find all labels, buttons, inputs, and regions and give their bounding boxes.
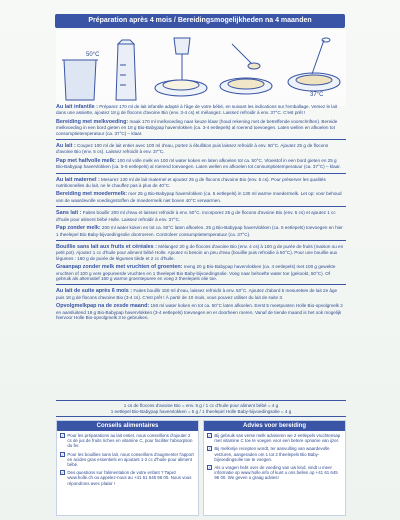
section-title: Au lait infantile : <box>56 104 98 110</box>
section-title: Au lait maternel : <box>56 176 100 183</box>
section-text: 200 ml water koken en tot ca. 50°C laten afkoelen. 25 g Bio-Babypap havervlokken (ca. 5 eetlepels) toevoegen en hier 1 theelepel Bio Baby-bijvoedingsolie doorroeren. Controleer consumptietemperatuur (ca. 37°C). <box>56 225 343 237</box>
section-title: Sans lait : <box>56 210 82 217</box>
advice-text: Bij gebruik van verse melk adviseren we 2 eetlepels vruchtensap met vitamine C toe te voegen voor een betere opname van ijzer. <box>214 433 341 444</box>
measuring-jug-icon <box>116 40 136 100</box>
section-breast-milk <box>56 177 346 189</box>
section-follow-on <box>56 288 346 300</box>
section-moedermelk <box>56 191 346 203</box>
advice-text: Des questions sur l'alimentation de votre enfant ? Tapez www.holle.ch ou appelez-nous au +41 61 645 96 00. Nous vous répondrons avec plaisir ! <box>67 470 192 486</box>
illustration-svg <box>56 30 346 106</box>
divider <box>56 139 346 140</box>
dosage-line-nl: 1 eetlepel Bio-Babypap havervlokken = 5 g / 1 theelepel Holle Baby-bijvoedingsolie = 4 g <box>110 408 292 414</box>
section-infant-milk <box>56 104 346 116</box>
check-icon: ✓ <box>61 470 65 476</box>
advice-text: Pour les bouillies sans lait, nous conseillons d'augmenter l'apport en acides gras essentiels en ajoutant 1-2 cc d'huile pour aliment bébé. <box>67 451 194 468</box>
section-title: Pap zonder melk: <box>56 225 101 232</box>
section-text: Mélangez 20 g de flocons d'avoine Bio (env. 4 cs) à 100 g de purée de fruits (maison ou en petit pot). Ajoutez 1 cc d'huile pour aliment bébé Holle. Ajoutez si besoin un peu d'eau (bouillie puis refroidie à 50°C). Pour une bouillie aux légumes : 160 g de purée de légumes tiède et 2 cc d'huile. <box>56 243 344 261</box>
section-text: Mesurez 130 ml de lait maternel et ajoutez 25 g de flocons d'avoine Bio (env. 5 cs). Pour préserver les qualités nutritionnelles du lait, ne le chauffez pas à plus de 40°C. <box>56 176 326 189</box>
advice-item <box>60 452 195 468</box>
section-fruit-cereal <box>56 244 346 261</box>
section-melkvoeding <box>56 119 346 136</box>
advice-text: Bij melkvrije recepten wordt, ter aanvulling van waardevolle vetzuren, aangeraden om 1 tot 2 theelepels Bio Baby-bijvoedingsolie toe te voegen. <box>214 446 330 462</box>
section-text: Faites bouillir 150 ml d'eau, laissez refroidir à env. 50°C. Ajoutez d'abord 5 mesurettes de lait 2e âge puis 18 g de flocons d'avoine Bio (3-4 cs). C'est prêt ! À partir de 10 mois, vous pouvez utiliser du lait de suite 3. <box>56 288 338 300</box>
section-title: Au lait de suite après 6 mois : <box>56 288 133 295</box>
check-icon: ✓ <box>208 465 212 471</box>
section-title: Opvolgmelkpap na de zesde maand: <box>56 303 150 310</box>
dosage-note <box>56 400 346 417</box>
section-text: meng 20 g Bio-Babypap havervlokken (ca. 4 eetlepels) met 100 g gewekte vruchten of 100 g vers gepureerde vruchten en 1 theelepel Bio Baby-bijvoedingsolie. Voeg naar behoefte water toe (gekookt, 50°C). Of gebruik als alternatief 160 g warme groentepuree en voeg 2 theelepels olie toe. <box>56 264 336 281</box>
advice-item <box>60 470 195 486</box>
section-title: Pap met halfvolle melk: <box>56 157 116 164</box>
section-no-milk <box>56 210 346 222</box>
temp-label-right: 37°C <box>310 92 324 98</box>
advice-boxes <box>56 420 346 516</box>
section-text: Préparez 170 ml de lait infantile adapté à l'âge de votre bébé, en suivant les indications sur l'emballage. Versez le lait dans une assiette, ajoutez 18 g de flocons d'avoine Bio (env. 3-4 cs) et mélangez. Laissez refroidir à env. 37°C. C'est prêt ! <box>56 104 338 116</box>
check-icon: ✓ <box>208 446 212 452</box>
section-title: Bereiding met moedermelk: <box>56 191 127 198</box>
check-icon: ✓ <box>208 433 212 438</box>
advice-text: Pour les préparations au lait entier, nous conseillons d'ajouter 2 cs de jus de fruits riches en vitamine C, pour faciliter l'absorption du fer. <box>67 433 193 449</box>
check-icon: ✓ <box>61 433 65 438</box>
section-title: Bouillie sans lait aux fruits et céréales : <box>56 243 157 250</box>
section-title: Graanpap zonder melk met vruchten of groenten: <box>56 264 183 271</box>
divider <box>56 240 346 241</box>
section-halfvolle <box>56 158 346 170</box>
pot-icon <box>62 60 98 100</box>
section-text: maak 170 ml melkvoeding naar keuze klaar (houd rekening met de betreffende voorschriften). Bereide melkvoeding in een bord gieten en 18 g Bio-Babypap havervlokken (ca. 3-4 eetlepels) al roerend toevoegen. Laten wellen en afkoelen tot consumptietemperatuur (ca. 37°C) – klaar. <box>56 118 338 136</box>
check-icon: ✓ <box>61 451 65 457</box>
advice-text: Als u vragen hebt over de voeding van uw kind, vindt u meer informatie op www.holle.info of kunt u ons bellen op +41 61 645 96 00. We geven u graag advies! <box>214 465 338 481</box>
advice-title: Advies voor bereiding <box>204 421 345 431</box>
divider <box>56 284 346 285</box>
section-graanpap <box>56 264 346 281</box>
temp-label-left: 50°C <box>86 52 100 58</box>
advice-item <box>207 465 342 481</box>
dosage-line-fr: 1 cs de flocons d'avoine Bio = env. 5 g / 1 cc d'huile pour aliment bébé = 4 g <box>123 403 279 408</box>
section-title: Bereiding met melkvoeding: <box>56 118 129 125</box>
instructions <box>56 104 346 323</box>
advice-item <box>207 433 342 443</box>
advice-box-fr <box>56 420 199 516</box>
section-milk <box>56 143 346 155</box>
section-zonder-melk <box>56 225 346 237</box>
advice-list <box>57 431 198 491</box>
advice-title: Conseils alimentaires <box>57 421 198 431</box>
advice-item <box>60 433 195 449</box>
advice-list <box>204 431 345 486</box>
section-opvolgmelk <box>56 303 346 320</box>
section-text: Faites bouillir 200 ml d'eau et laissez refroidir à env. 50°C. Incorporez 25 g de flocons d'avoine Bio (env. 5 cs) et ajoutez 1 cc d'huile pour aliment bébé Holle. Laissez refroidir à env. 37°C. <box>56 210 336 222</box>
section-title: Au lait : <box>56 143 76 150</box>
section-text: Coupez 100 ml de lait entier avec 100 ml d'eau, portez à ébullition puis laissez refroidir à env. 50°C. Ajoutez 25 g de flocons d'avoine Bio (env. 5 cs). Laissez refroidir à env. 37°C. <box>56 143 329 155</box>
divider <box>56 206 346 207</box>
section-text: 100 ml volle melk en 100 ml water koken en laten afkoelen tot ca. 50°C. Vloeistof in een bord gieten en 25 g Bio-Babypap havervlokken (ca. 5-6 eetlepels) al roerend toevoegen. Laten wellen en afkoelen tot consumptietemperatuur (ca. 37°C) – klaar. <box>56 157 341 170</box>
section-text: roer 25 g Bio-Babypap havervlokken (ca. 5 eetlepels) in 130 ml warme moedermelk. Let op: voor behoud van de waardevolle voedingsstoffen de moedermelk niet boven 40°C verwarmen. <box>56 191 342 203</box>
advice-box-nl <box>203 420 346 516</box>
preparation-illustration <box>56 30 346 106</box>
preparation-header: Préparation après 4 mois / Bereidingsmogelijkheden na 4 maanden <box>55 14 345 28</box>
section-text: 150 ml water koken en tot ca. 50°C laten afkoelen. Eerst 5 meetpunten Holle Bio-opvolgmelk 2 en aansluitend 18 g Bio-Babypap havervlokken (3-4 eetlepels) toevoegen en er doorheen roeren. Vanaf de tiende maand is het ook mogelijk hiervoor Holle Bio-opvolgmelk 3 te gebruiken. <box>56 303 343 320</box>
divider <box>56 173 346 174</box>
advice-item <box>207 446 342 462</box>
